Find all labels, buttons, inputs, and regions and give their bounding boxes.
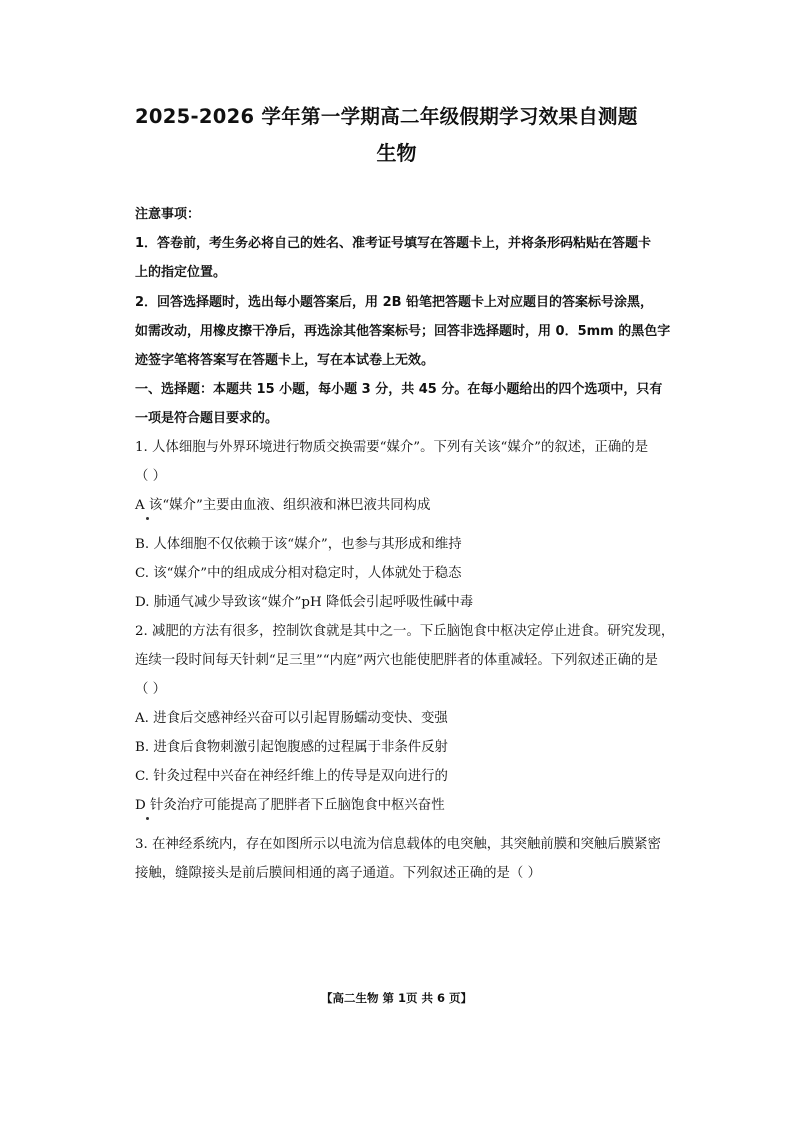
exam-subject: 生物 (376, 141, 417, 165)
notice-line-2: 上的指定位置。 (135, 265, 227, 280)
q2-stem-line-2: 连续一段时间每天针刺“足三里”“内庭”两穴也能使肥胖者的体重减轻。下列叙述正确的是 (135, 653, 658, 668)
section-heading-line-1: 一、选择题：本题共 15 小题，每小题 3 分，共 45 分。在每小题给出的四个选项中，只有 (135, 382, 663, 397)
notice-line-3: 2．回答选择题时，选出每小题答案后，用 2B 铅笔把答题卡上对应题目的答案标号涂黑， (135, 295, 654, 310)
q2-stem-line-1: 2. 减肥的方法有很多，控制饮食就是其中之一。下丘脑饱食中枢决定停止进食。研究发现， (135, 624, 675, 639)
q1-option-a-dot (146, 517, 149, 520)
q2-option-a: A. 进食后交感神经兴奋可以引起胃肠蠕动变快、变强 (135, 711, 448, 726)
notice-line-1: 1．答卷前，考生务必将自己的姓名、准考证号填写在答题卡上，并将条形码粘贴在答题卡 (135, 236, 652, 251)
q3-stem-line-1: 3. 在神经系统内，存在如图所示以电流为信息载体的电突触，其突触前膜和突触后膜紧密 (135, 837, 661, 852)
q1-stem: 1. 人体细胞与外界环境进行物质交换需要“媒介”。下列有关该“媒介”的叙述，正确的是 (135, 440, 649, 455)
q1-option-b: B. 人体细胞不仅依赖于该“媒介”，也参与其形成和维持 (135, 537, 462, 552)
notice-line-5: 迹签字笔将答案写在答题卡上，写在本试卷上无效。 (135, 353, 435, 368)
q1-option-a: A 该“媒介”主要由血液、组织液和淋巴液共同构成 (135, 498, 431, 513)
q2-option-b: B. 进食后食物刺激引起饱腹感的过程属于非条件反射 (135, 740, 448, 755)
page-footer: 【高二生物 第 1页 共 6 页】 (320, 991, 473, 1005)
q2-option-c: C. 针灸过程中兴奋在神经纤维上的传导是双向进行的 (135, 769, 448, 784)
notice-heading: 注意事项： (135, 207, 201, 222)
section-heading-line-2: 一项是符合题目要求的。 (135, 411, 279, 426)
q1-option-d: D. 肺通气减少导致该“媒介”pH 降低会引起呼吸性碱中毒 (135, 595, 474, 610)
q2-option-d: D 针灸治疗可能提高了肥胖者下丘脑饱食中枢兴奋性 (135, 798, 445, 813)
q2-option-d-dot (146, 817, 149, 820)
exam-title: 2025-2026 学年第一学期高二年级假期学习效果自测题 (135, 105, 638, 128)
q3-stem-line-2: 接触，缝隙接头是前后膜间相通的离子通道。下列叙述正确的是（ ） (135, 866, 541, 881)
q2-bracket: （ ） (135, 682, 167, 697)
notice-line-4: 如需改动，用橡皮擦干净后，再选涂其他答案标号；回答非选择题时，用 0．5mm 的黑色字 (135, 324, 671, 339)
q1-option-c: C. 该“媒介”中的组成成分相对稳定时，人体就处于稳态 (135, 566, 462, 581)
q1-bracket: （ ） (135, 469, 167, 484)
